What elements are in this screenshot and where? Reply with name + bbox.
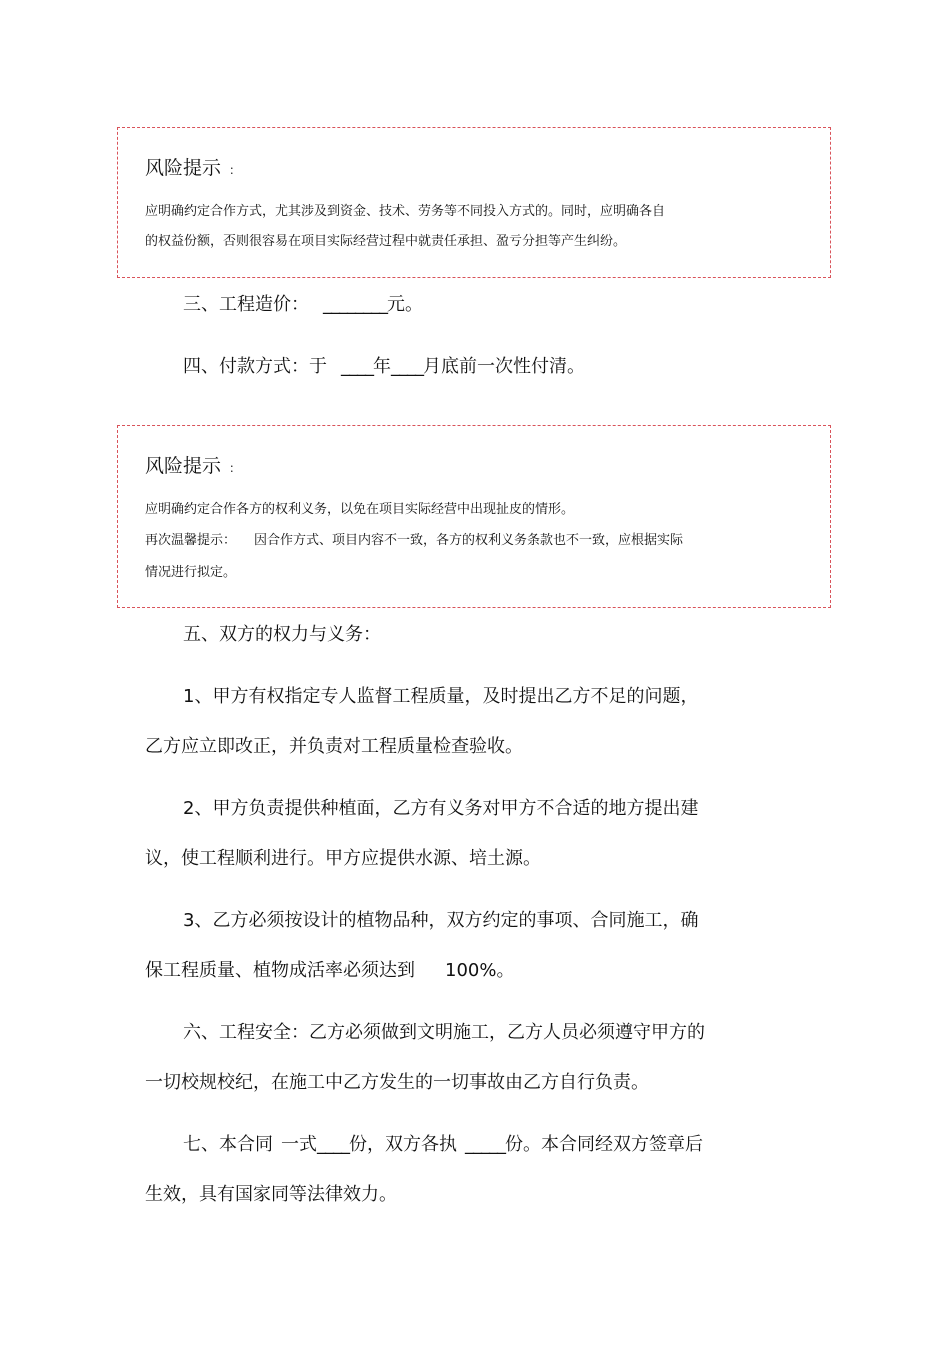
risk-notice-line (145, 532, 683, 550)
risk-notice-box-2 (117, 425, 831, 608)
clause-text: 月底前一次性付清。 (423, 356, 585, 377)
risk-title-colon: ： (229, 163, 242, 177)
tip-text: 因合作方式、项目内容不一致，各方的权利义务条款也不一致，应根据实际 (254, 533, 684, 548)
clause-text: 份，双方各执 (349, 1134, 457, 1155)
blank-field: _____ (465, 1134, 505, 1155)
clause-project-cost (183, 292, 423, 318)
blank-field: ____ (391, 356, 423, 377)
blank-field: ____ (341, 356, 373, 377)
clause-text: 份。本合同经双方签章后 (505, 1134, 703, 1155)
clause-safety-line: 一切校规校纪，在施工中乙方发生的一切事故由乙方自行负责。 (145, 1072, 649, 1093)
risk-title-colon: ： (229, 461, 242, 475)
clause-label: 三、工程造价： (183, 294, 309, 315)
risk-title-text: 风险提示 (145, 455, 222, 477)
clause-copies-line: 生效，具有国家同等法律效力。 (145, 1184, 397, 1205)
year-text: 年 (373, 356, 391, 377)
clause-item-line: 3、乙方必须按设计的植物品种，双方约定的事项、合同施工，确 (183, 910, 699, 931)
clause-label: 四、付款方式：于 (183, 356, 327, 377)
risk-notice-title (145, 156, 241, 182)
clause-item-line: 议，使工程顺利进行。甲方应提供水源、培土源。 (145, 848, 541, 869)
risk-notice-line: 的权益份额，否则很容易在项目实际经营过程中就责任承担、盈亏分担等产生纠纷。 (145, 234, 627, 249)
tip-label: 再次温馨提示： (145, 533, 237, 548)
clause-payment-method (183, 354, 585, 380)
blank-field: ________ (323, 294, 387, 315)
clause-item-line: 1、甲方有权指定专人监督工程质量，及时提出乙方不足的问题， (183, 686, 699, 707)
clause-text: 保工程质量、植物成活率必须达到 (145, 960, 415, 981)
risk-notice-title (145, 454, 241, 480)
clause-item-line: 乙方应立即改正，并负责对工程质量检查验收。 (145, 736, 523, 757)
blank-field: ____ (317, 1134, 349, 1155)
clause-text: 一式 (281, 1134, 317, 1155)
clause-copies-line (183, 1132, 703, 1158)
clause-text: 七、本合同 (183, 1134, 273, 1155)
clause-item-line: 2、甲方负责提供种植面，乙方有义务对甲方不合适的地方提出建 (183, 798, 699, 819)
clause-unit: 元。 (387, 294, 423, 315)
risk-notice-line: 应明确约定合作各方的权利义务，以免在项目实际经营中出现扯皮的情形。 (145, 502, 575, 517)
survival-rate-value: 100%。 (445, 960, 515, 981)
risk-title-text: 风险提示 (145, 157, 222, 179)
clause-rights-heading: 五、双方的权力与义务： (183, 624, 381, 645)
risk-notice-line: 应明确约定合作方式，尤其涉及到资金、技术、劳务等不同投入方式的。同时，应明确各自 (145, 204, 666, 219)
risk-notice-line: 情况进行拟定。 (145, 565, 237, 580)
risk-notice-box-1 (117, 127, 831, 278)
clause-item-line (145, 958, 514, 984)
clause-safety-line: 六、工程安全：乙方必须做到文明施工，乙方人员必须遵守甲方的 (183, 1022, 705, 1043)
